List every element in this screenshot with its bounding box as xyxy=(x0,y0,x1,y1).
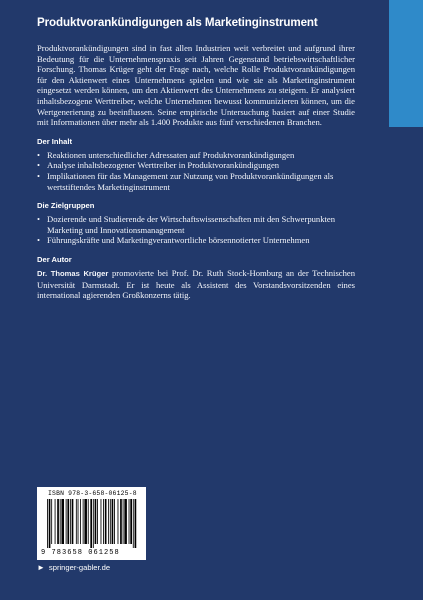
list-item: • Führungskräfte und Marketingverantwortliche börsennotierter Unternehmen xyxy=(37,235,310,246)
bullet-icon: • xyxy=(37,160,41,171)
list-item: • Implikationen für das Management zur Nutzung von Produktvorankündigungen als wertstiftendes Marketinginstrument xyxy=(37,170,334,192)
barcode-icon xyxy=(46,499,138,548)
list-item: • Reaktionen unterschiedlicher Adressaten auf Produktvorankündigungen xyxy=(37,149,295,160)
list-item: • Dozierende und Studierende der Wirtschaftswissenschaften mit den Schwerpunkten Marketing und Innovationsmanagement xyxy=(37,214,336,235)
bullet-icon: • xyxy=(37,235,41,246)
author-name: Dr. Thomas Krüger xyxy=(37,268,109,278)
barcode-digits: 9 783658 061258 xyxy=(41,549,120,557)
publisher-url: springer-gabler.de xyxy=(48,563,111,572)
accent-bar xyxy=(389,0,423,127)
bullet-icon: • xyxy=(37,170,41,181)
inhalt-heading: Der Inhalt xyxy=(37,136,73,146)
author-bio: promovierte bei Prof. Dr. Ruth Stock-Homburg an der Technischen Universität Darmstadt. Er ist heute als Assistent des Vorstandsvorsitzenden eines international agierenden Großkonzerns tätig. xyxy=(37,267,356,301)
zielgruppen-list xyxy=(37,214,355,246)
publisher-link[interactable] xyxy=(37,563,110,572)
barcode-box xyxy=(37,487,146,560)
isbn-label: ISBN 978-3-658-06125-8 xyxy=(48,490,137,497)
author-paragraph xyxy=(37,268,355,301)
list-item: • Analyse inhaltsbezogener Werttreiber in Produktvorankündigungen xyxy=(37,160,280,171)
book-title: Produktvorankündigungen als Marketinginstrument xyxy=(37,16,318,29)
arrow-right-icon: ► xyxy=(37,563,45,572)
intro-paragraph: Produktvorankündigungen sind in fast allen Industrien weit verbreitet und aufgrund ihrer Bedeutung für die Unternehmenspraxis seit Jahren Gegenstand betriebswirtschaftlicher Forschung. Thomas Krüger geht der Frage nach, welche Rolle Produktvorankündigungen für den Aktienwert eines Unternehmens spielen und wie sie als Marketinginstrument eingesetzt werden können, um den Aktienwert des Unternehmens zu steigern. Er analysiert inhaltsbezogene Werttreiber, welche Unternehmen bewusst kommunizieren können, um die Wertgenerierung zu beeinflussen. Seine empirische Untersuchung basiert auf einer Studie mit Informationen über mehr als 1.400 Produkte aus fünf verschiedenen Branchen. xyxy=(37,43,355,128)
bullet-icon: • xyxy=(37,214,41,225)
autor-heading: Der Autor xyxy=(37,254,72,264)
back-cover-content xyxy=(37,16,355,301)
inhalt-list xyxy=(37,150,355,192)
bullet-icon: • xyxy=(37,149,41,160)
zielgruppen-heading: Die Zielgruppen xyxy=(37,201,95,211)
